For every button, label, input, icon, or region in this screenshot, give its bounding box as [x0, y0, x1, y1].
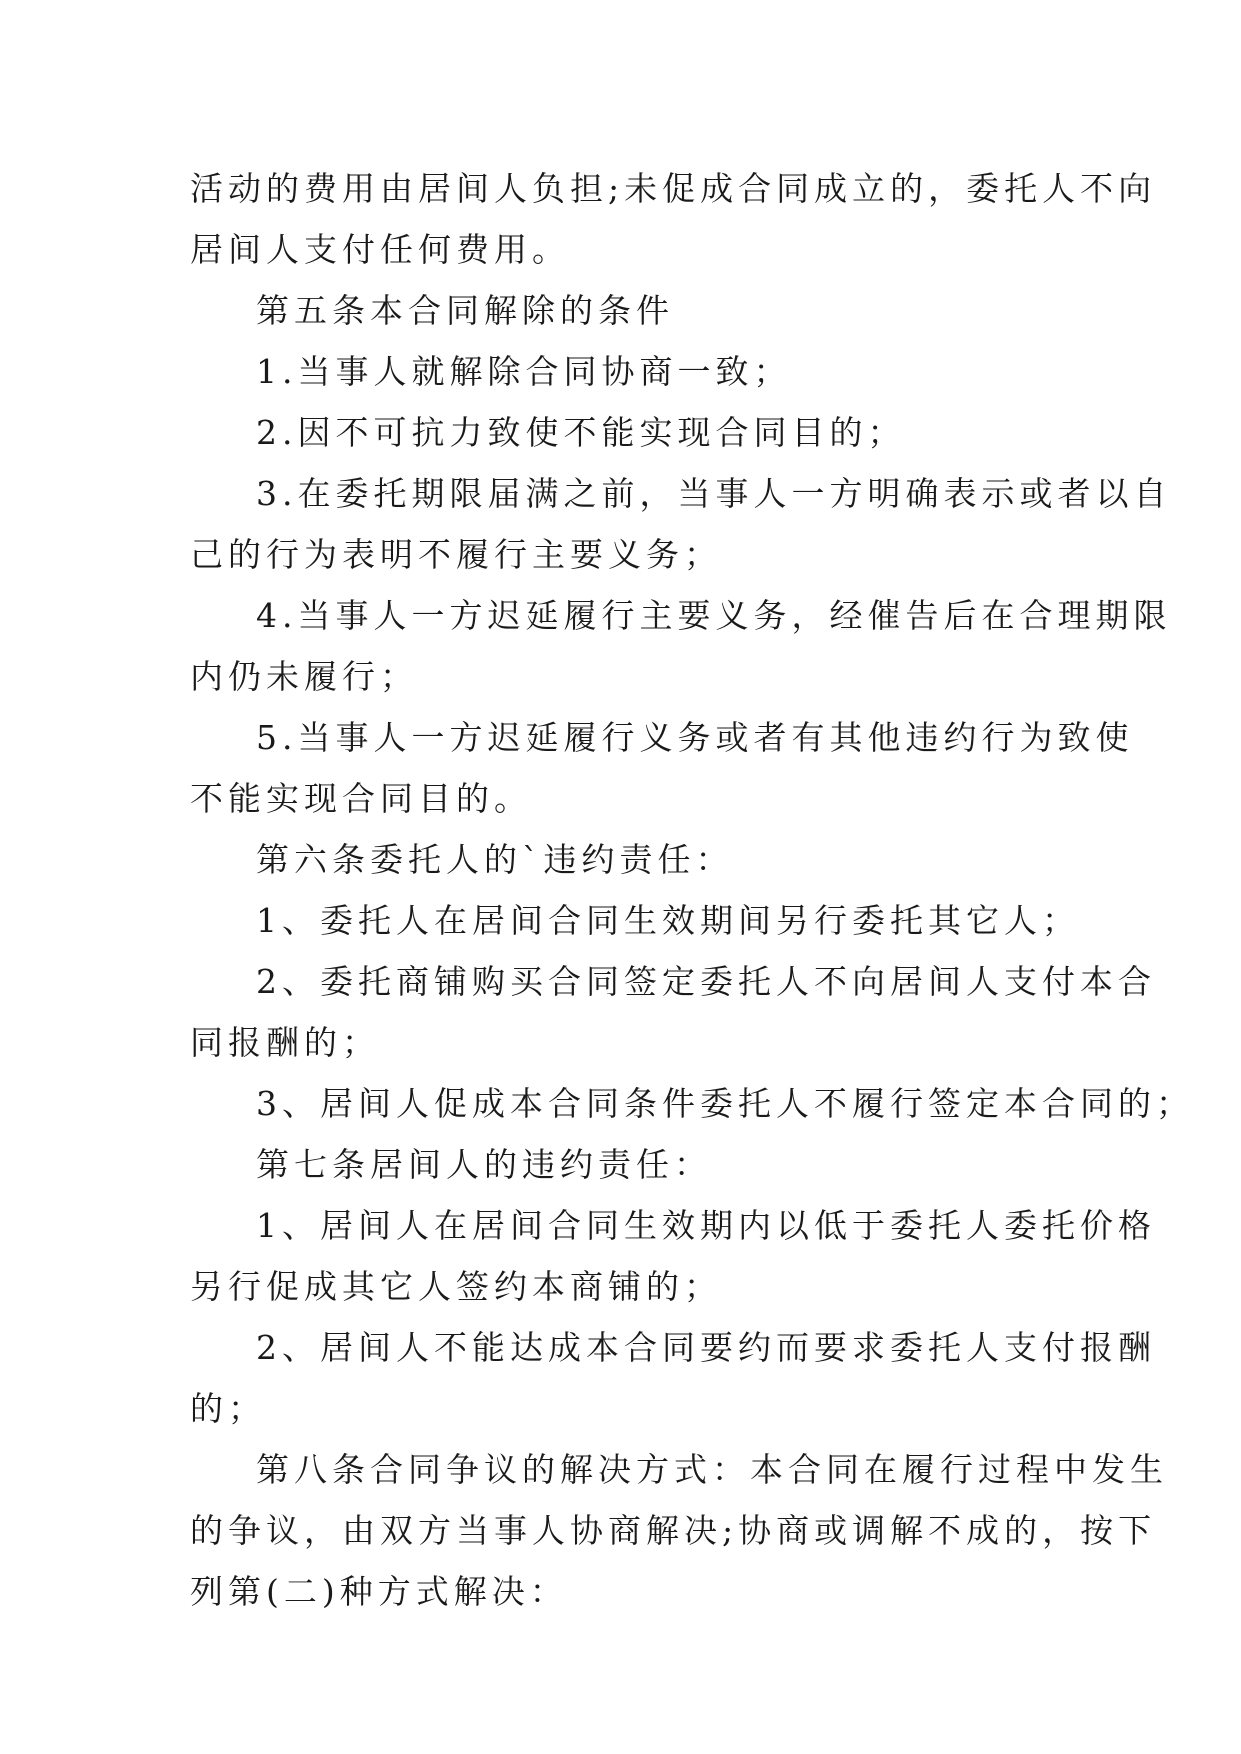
text-line: 5.当事人一方迟延履行义务或者有其他违约行为致使	[256, 718, 1134, 757]
text-line: 另行促成其它人签约本商铺的；	[190, 1267, 722, 1306]
text-line: 3、居间人促成本合同条件委托人不履行签定本合同的；	[256, 1084, 1194, 1123]
contract-text	[190, 158, 1194, 1622]
text-line: 居间人支付任何费用。	[190, 230, 570, 269]
text-line: 活动的费用由居间人负担;未促成合同成立的，委托人不向	[190, 169, 1157, 208]
text-line: 列第(二)种方式解决：	[190, 1572, 568, 1611]
text-line: 不能实现合同目的。	[190, 779, 532, 818]
text-line: 己的行为表明不履行主要义务；	[190, 535, 722, 574]
text-line: 3.在委托期限届满之前，当事人一方明确表示或者以自	[256, 474, 1172, 513]
section-heading-7: 第七条居间人的违约责任：	[256, 1145, 712, 1184]
text-line: 1.当事人就解除合同协商一致；	[256, 352, 792, 391]
text-line: 2.因不可抗力致使不能实现合同目的；	[256, 413, 906, 452]
text-line: 2、居间人不能达成本合同要约而要求委托人支付报酬	[256, 1328, 1156, 1367]
section-heading-5: 第五条本合同解除的条件	[256, 291, 674, 330]
text-line: 2、委托商铺购买合同签定委托人不向居间人支付本合	[256, 962, 1156, 1001]
section-heading-8: 第八条合同争议的解决方式：本合同在履行过程中发生	[256, 1450, 1168, 1489]
text-line: 1、居间人在居间合同生效期内以低于委托人委托价格	[256, 1206, 1156, 1245]
section-heading-6: 第六条委托人的`违约责任：	[256, 840, 734, 879]
text-line: 内仍未履行；	[190, 657, 418, 696]
text-line: 4.当事人一方迟延履行主要义务，经催告后在合理期限	[256, 596, 1172, 635]
text-line: 的；	[190, 1389, 266, 1428]
text-line: 同报酬的；	[190, 1023, 380, 1062]
text-line: 的争议，由双方当事人协商解决;协商或调解不成的，按下	[190, 1511, 1157, 1550]
text-line: 1、委托人在居间合同生效期间另行委托其它人；	[256, 901, 1080, 940]
